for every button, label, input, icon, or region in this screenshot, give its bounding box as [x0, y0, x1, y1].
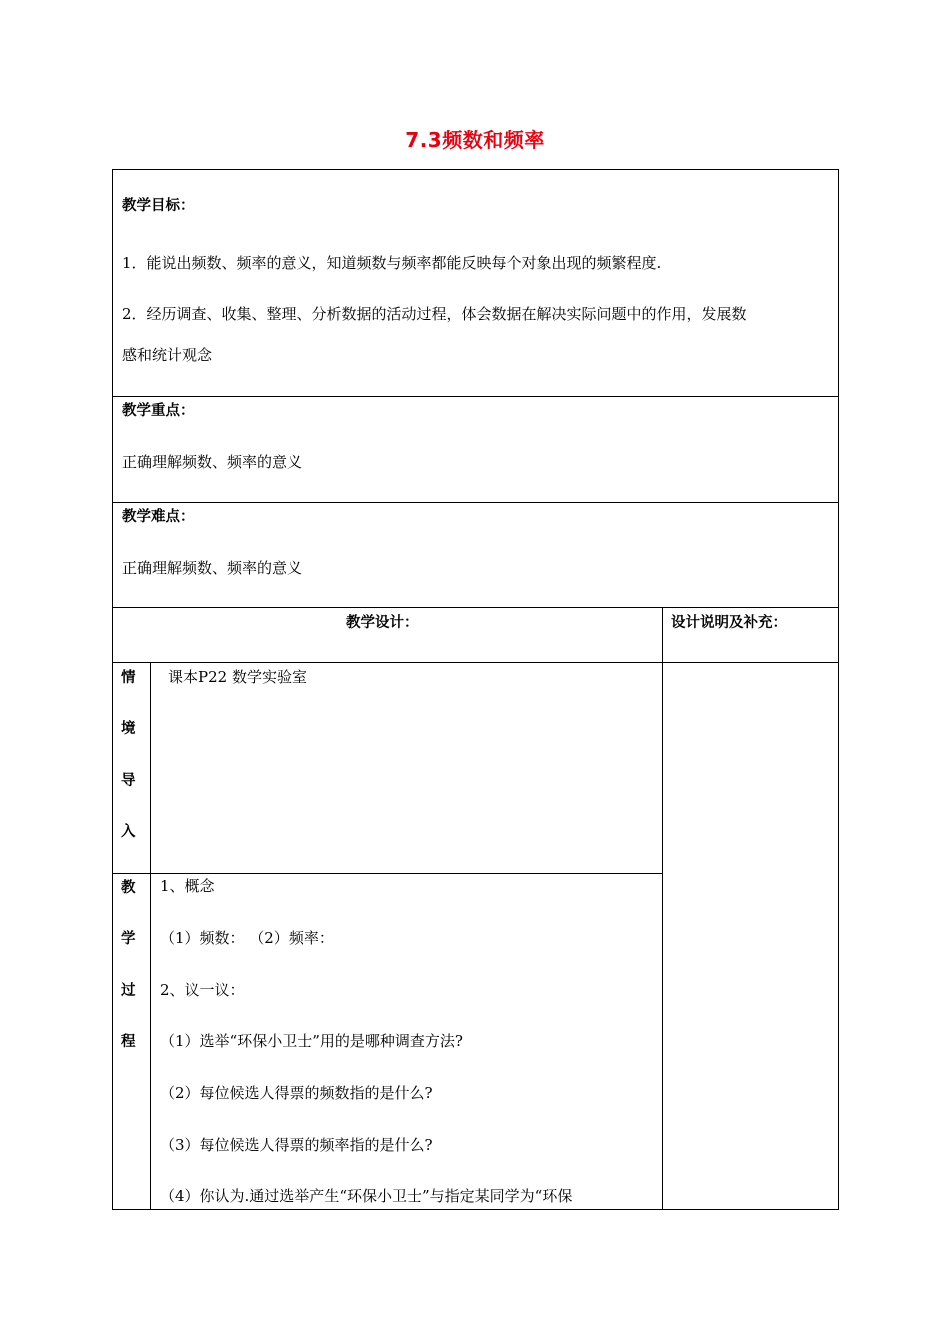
row-divider	[112, 873, 662, 874]
objective-item-2: 2．经历调查、收集、整理、分析数据的活动过程，体会数据在解决实际问题中的作用，发展数	[122, 305, 747, 323]
intro-label-char: 入	[121, 824, 136, 840]
process-line: 1、概念	[160, 877, 215, 895]
key-points-heading: 教学重点：	[122, 403, 195, 419]
row-divider	[112, 607, 839, 608]
process-label-char: 程	[121, 1034, 136, 1050]
process-line: （1）选举“环保小卫士”用的是哪种调查方法?	[160, 1032, 463, 1050]
objective-item-1: 1．能说出频数、频率的意义，知道频数与频率都能反映每个对象出现的频繁程度.	[122, 254, 662, 272]
row-divider	[112, 662, 839, 663]
intro-text: 课本P22 数学实验室	[168, 668, 307, 686]
design-notes-heading: 设计说明及补充：	[671, 615, 787, 631]
column-divider	[150, 662, 151, 1210]
process-line: （3）每位候选人得票的频率指的是什么?	[160, 1136, 433, 1154]
process-label-char: 学	[121, 931, 136, 947]
process-label-char: 教	[121, 880, 136, 896]
process-line: （1）频数： （2）频率：	[160, 929, 334, 947]
process-line: （4）你认为.通过选举产生“环保小卫士”与指定某同学为“环保	[160, 1187, 573, 1205]
intro-label-char: 境	[121, 721, 136, 737]
document-title: 7.3频数和频率	[405, 128, 545, 152]
objectives-heading: 教学目标：	[122, 198, 195, 214]
intro-label-char: 导	[121, 773, 136, 789]
lesson-plan-table	[112, 169, 839, 1210]
row-divider	[112, 396, 839, 397]
difficulties-heading: 教学难点：	[122, 509, 195, 525]
column-divider	[662, 607, 663, 1210]
key-points-text: 正确理解频数、频率的意义	[122, 453, 303, 471]
process-line: 2、议一议：	[160, 981, 245, 999]
intro-label-char: 情	[121, 670, 136, 686]
design-heading: 教学设计：	[346, 615, 419, 631]
difficulties-text: 正确理解频数、频率的意义	[122, 559, 303, 577]
process-line: （2）每位候选人得票的频数指的是什么?	[160, 1084, 433, 1102]
row-divider	[112, 502, 839, 503]
process-label-char: 过	[121, 983, 136, 999]
objective-item-2-continued: 感和统计观念	[122, 346, 213, 364]
